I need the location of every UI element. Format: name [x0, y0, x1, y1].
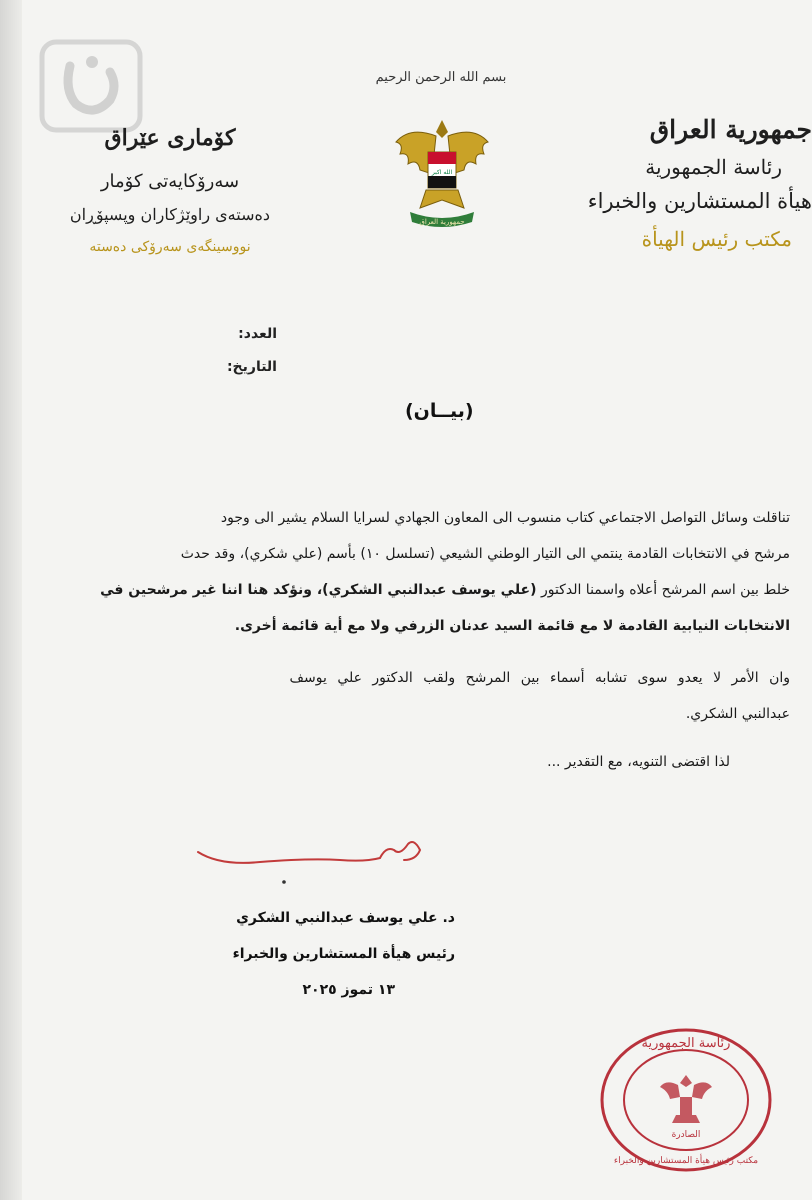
basmala: بسم الله الرحمن الرحيم	[375, 70, 507, 85]
header-kurdish-line3: دەستەی راوێژكاران وپسپۆڕان	[69, 205, 270, 224]
seal-top-text: رئاسة الجمهورية	[641, 1036, 731, 1051]
document-title: (بيــان)	[405, 400, 474, 422]
iraq-emblem-icon	[390, 112, 494, 232]
paragraph1-line3	[0, 572, 790, 608]
header-arabic-line4: مكتب رئيس الهيأة	[641, 227, 792, 251]
signer-block	[215, 900, 455, 1008]
header-kurdish-line1: كۆماری عێراق	[104, 125, 236, 151]
paragraph1-line3-bold: (علي يوسف عبدالنبي الشكري)، ونؤكد هنا اننا غير مرشحين في	[100, 582, 537, 598]
official-seal-stamp	[596, 1025, 776, 1175]
reference-fields	[227, 318, 277, 384]
paragraph1-line4: الانتخابات النيابية القادمة لا مع قائمة السيد عدنان الزرفي ولا مع أية قائمة أخرى.	[234, 618, 790, 634]
paragraph2-line1: وان الأمر لا يعدو سوى تشابه أسماء بين المرشح ولقب الدكتور علي يوسف	[289, 670, 790, 686]
header-kurdish-line4: نووسینگەی سەرۆكی دەستە	[89, 239, 251, 255]
paragraph1-line1: تناقلت وسائل التواصل الاجتماعي كتاب منسوب الى المعاون الجهادي لسرايا السلام يشير الى وجود	[220, 510, 790, 526]
handwritten-signature	[190, 830, 430, 890]
seal-center-text: الصادرة	[671, 1130, 701, 1140]
header-kurdish-line2: سەرۆكایەتی كۆمار	[100, 171, 240, 192]
signer-position: رئيس هيأة المستشارين والخبراء	[232, 946, 455, 962]
header-arabic	[587, 115, 812, 261]
svg-text:الله اكبر: الله اكبر	[431, 169, 453, 176]
header-arabic-line2: رئاسة الجمهورية	[645, 155, 782, 179]
signer-name: د. علي يوسف عبدالنبي الشكري	[236, 910, 455, 926]
header-arabic-line1: جمهورية العراق	[649, 115, 812, 144]
closing-line: لذا اقتضى التنويه، مع التقدير ...	[547, 754, 730, 770]
emblem-caption: جمهورية العراق	[419, 218, 465, 226]
paragraph2-line2: عبدالنبي الشكري.	[685, 706, 790, 722]
paragraph1-line3-plain: خلط بين اسم المرشح أعلاه واسمنا الدكتور	[536, 582, 790, 598]
date-label: التاريخ:	[226, 359, 277, 375]
signer-date: ١٣ تموز ٢٠٢٥	[302, 982, 395, 998]
statement-body	[0, 500, 790, 780]
seal-bottom-text: مكتب رئيس هيأة المستشارين والخبراء	[613, 1156, 759, 1166]
header-arabic-line3: هيأة المستشارين والخبراء	[587, 189, 812, 213]
header-kurdish	[70, 125, 270, 269]
number-label: العدد:	[238, 326, 277, 342]
watermark-logo-icon	[36, 38, 146, 134]
paragraph1-line2: مرشح في الانتخابات القادمة ينتمي الى التيار الوطني الشيعي (تسلسل ١٠) بأسم (علي شكري)، وقد حدث	[180, 546, 790, 562]
